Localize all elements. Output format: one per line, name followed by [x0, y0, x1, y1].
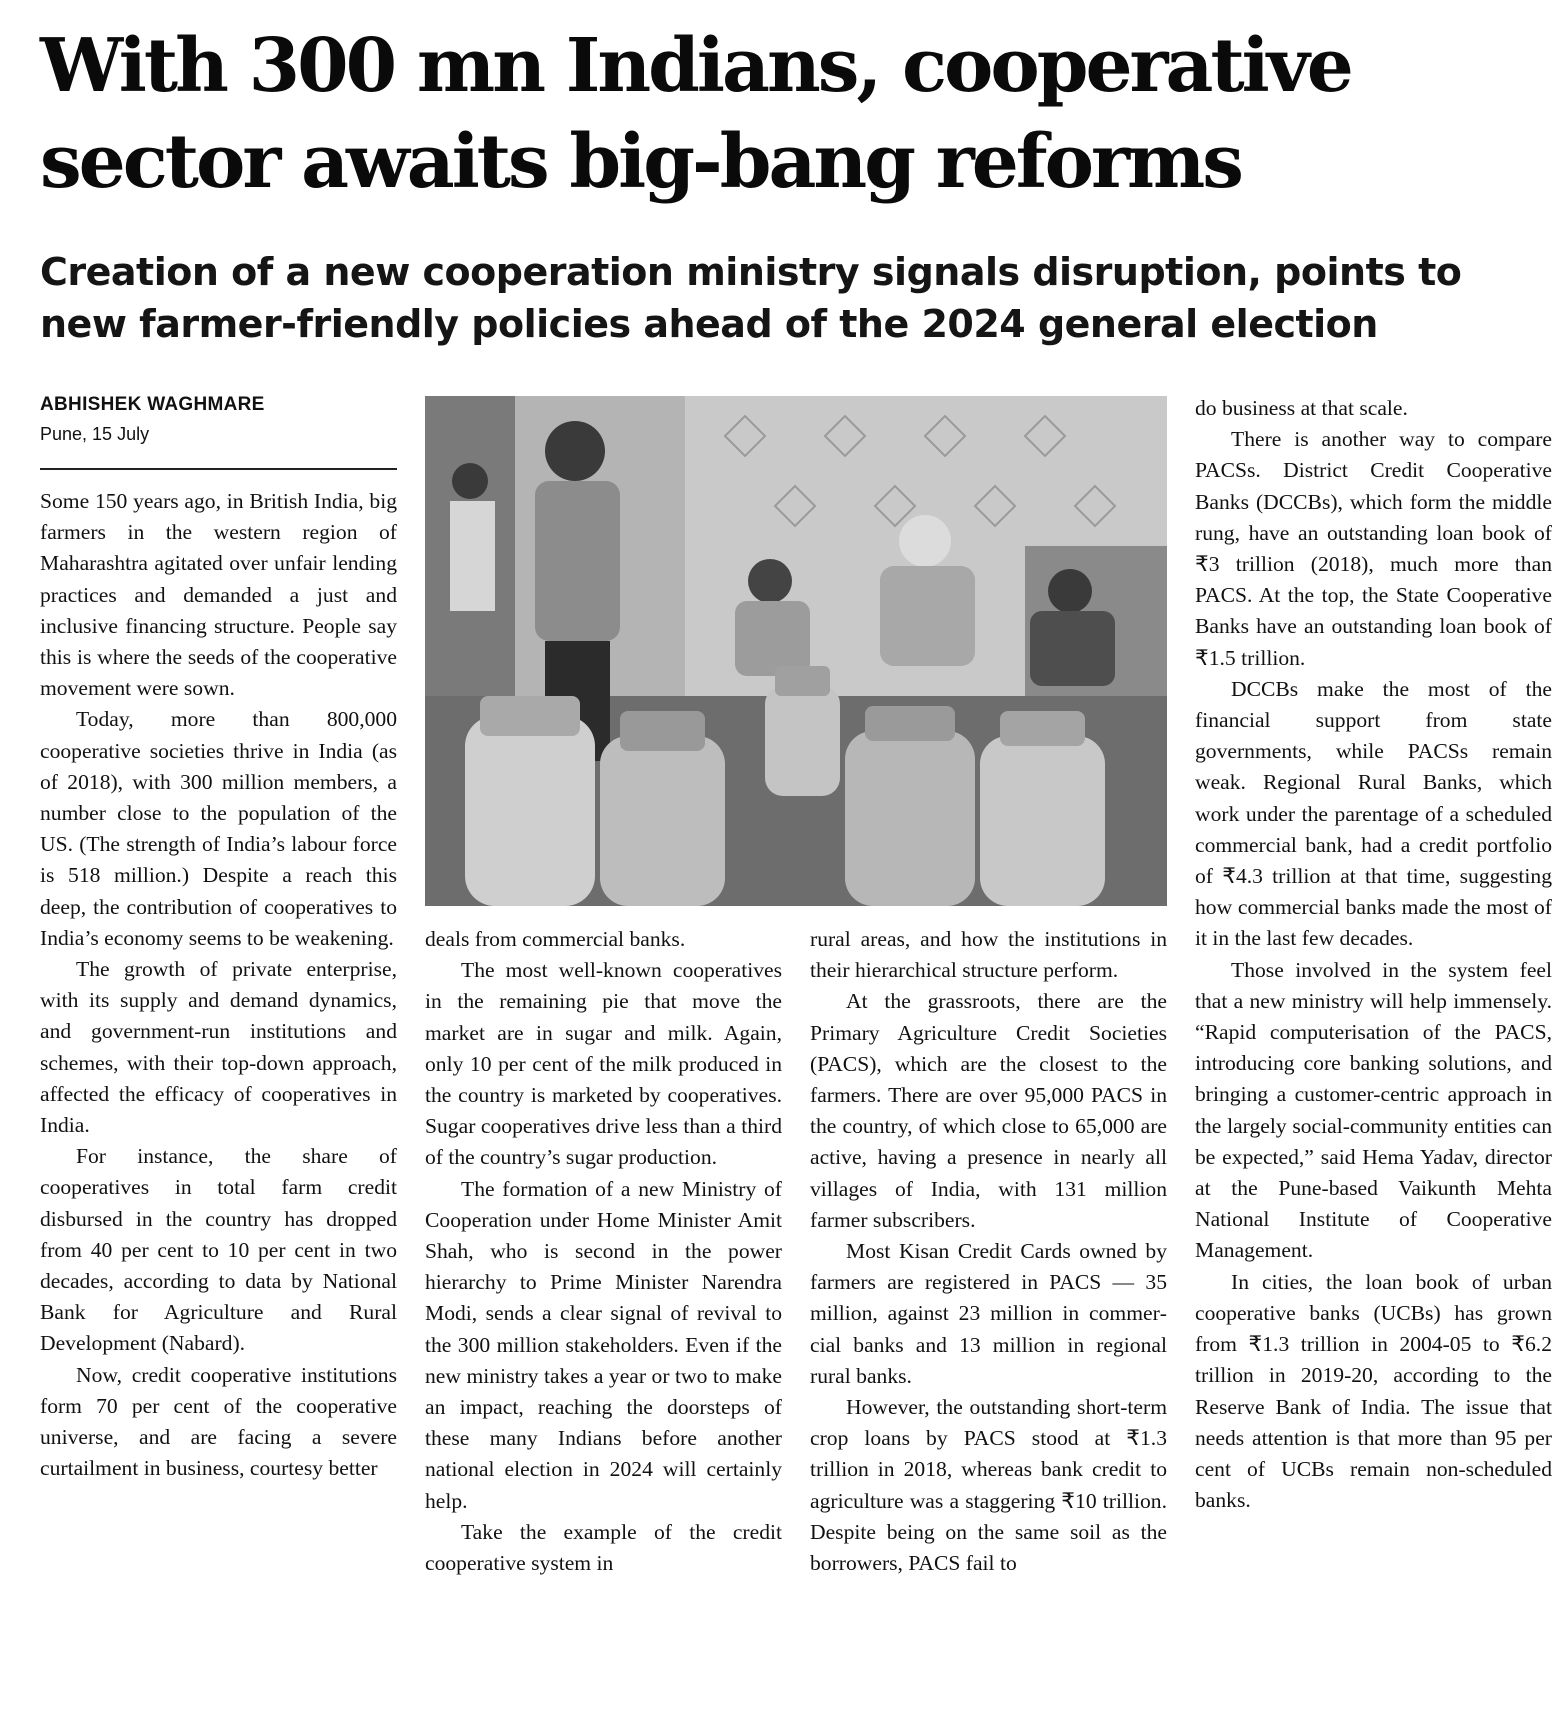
- photograph-of-milk-cans-and-farmers-icon: [425, 396, 1167, 906]
- deck-subheadline: Creation of a new cooperation ministry signals disruption, points to new farmer-friendly policies ahead of the 2024 general election: [40, 250, 1462, 346]
- paragraph: For instance, the share of cooperatives in total farm credit disbursed in the country has dropped from 40 per cent to 10 per cent in two decades, according to data by National Bank for Agriculture and Rural Development (Nabard).: [40, 1144, 397, 1356]
- byline: [40, 394, 400, 445]
- article-column-3: [810, 924, 1167, 1579]
- paragraph: Take the example of the credit cooperative system in: [425, 1519, 782, 1576]
- paragraph: rural areas, and how the institutions in their hierarchical structure perform.: [810, 927, 1167, 983]
- article-column-4: [1195, 393, 1552, 1516]
- paragraph: There is another way to compare PACSs. District Credit Cooperative Banks (DCCBs), which form the middle rung, have an outstanding loan book of ₹3 trillion (2018), much more than PACS. At the top, the State Cooperative Banks have an outstanding loan book of ₹1.5 trillion.: [1195, 427, 1552, 670]
- paragraph: do business at that scale.: [1195, 396, 1408, 420]
- byline-divider: [40, 468, 397, 470]
- dateline: Pune, 15 July: [40, 424, 150, 444]
- paragraph: In cities, the loan book of urban cooperative banks (UCBs) has grown from ₹1.3 trillion in 2004-05 to ₹6.2 trillion in 2019-20, according to the Reserve Bank of India. The issue that needs attention is that more than 95 per cent of UCBs remain non-scheduled banks.: [1195, 1269, 1552, 1513]
- paragraph: However, the outstanding short-term crop loans by PACS stood at ₹1.3 trillion in 2018, whereas bank credit to agriculture was a staggering ₹10 trillion. Despite being on the same soil as the borrowers, PACS fail to: [810, 1395, 1167, 1576]
- news-photo: [425, 396, 1167, 906]
- paragraph: Some 150 years ago, in British India, big farmers in the western region of Maharashtra agitated over unfair lending practices and demanded a just and inclusive financing structure. People say this is where the seeds of the cooperative movement were sown.: [40, 489, 397, 701]
- paragraph: The formation of a new Ministry of Cooperation under Home Minister Amit Shah, who is second in the power hierarchy to Prime Minister Narendra Modi, sends a clear signal of revival to the 300 million stakeholders. Even if the new ministry takes a year or two to make an impact, reaching the doorsteps of these many Indians before another national election in 2024 will certainly help.: [425, 1176, 782, 1513]
- paragraph: Those involved in the system feel that a new ministry will help immensely. “Rapid computerisation of the PACS, introducing core banking solutions, and bringing a customer-centric approach in the largely social-community entities can be expected,” said Hema Yadav, director at the Pune-based Vaikunth Mehta National Institute of Cooperative Management.: [1195, 957, 1552, 1263]
- article-column-1: [40, 486, 397, 1485]
- paragraph: The most well-known cooperatives in the remaining pie that move the market are in sugar and milk. Again, only 10 per cent of the milk produced in the country is marketed by cooperatives. Sugar cooperatives drive less than a third of the country’s sugar production.: [425, 958, 782, 1170]
- headline: With 300 mn Indians, cooperative sector awaits big-bang reforms: [40, 23, 1351, 205]
- paragraph: The growth of private enterprise, with its supply and demand dynamics, and government-run institutions and schemes, with their top-down approach, affected the efficacy of cooperatives in India.: [40, 957, 397, 1138]
- paragraph: Now, credit cooperative institutions form 70 per cent of the cooperative universe, and are facing a severe curtailment in business, courtesy better: [40, 1362, 397, 1481]
- paragraph: At the grassroots, there are the Primary Agriculture Credit Societies (PACS), which are the closest to the farmers. There are over 95,000 PACS in the country, of which close to 65,000 are active, having a presence in nearly all villages of India, with 131 million farmer subscribers.: [810, 989, 1167, 1232]
- article-column-2: [425, 924, 782, 1579]
- paragraph: DCCBs make the most of the financial support from state governments, while PACSs remain weak. Regional Rural Banks, which work under the parentage of a scheduled commercial bank, had a credit portfolio of ₹4.3 trillion at that time, suggesting how commercial banks made the most of it in the last few decades.: [1195, 676, 1552, 951]
- author-name: ABHISHEK WAGHMARE: [40, 394, 265, 415]
- paragraph: Today, more than 800,000 cooperative societies thrive in India (as of 2018), with 300 million members, a number close to the population of the US. (The strength of India’s labour force is 518 million.) Despite a reach this deep, the contribution of cooperatives to India’s economy seems to be weakening.: [40, 707, 397, 950]
- paragraph: deals from commercial banks.: [425, 927, 686, 951]
- paragraph: Most Kisan Credit Cards owned by farmers are registered in PACS — 35 million, against 23 million in commercial banks and 13 million in regional rural banks.: [810, 1239, 1167, 1388]
